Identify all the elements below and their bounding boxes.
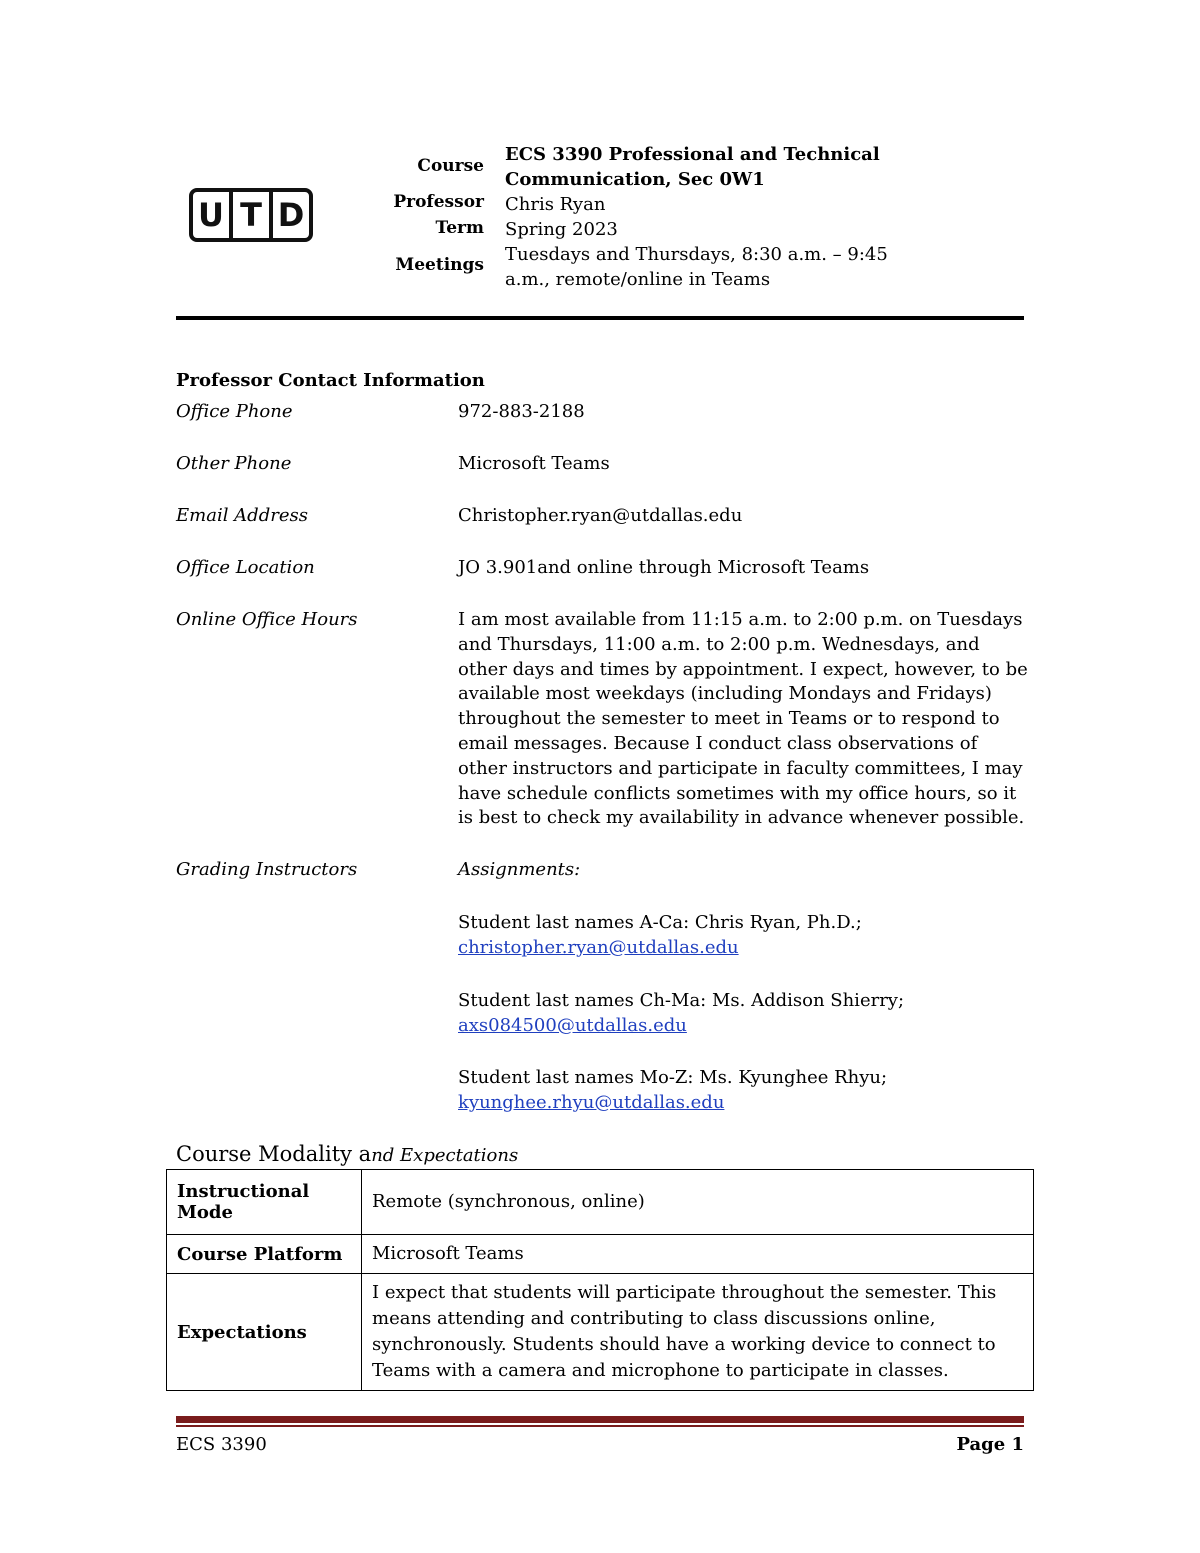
- table-key: Expectations: [167, 1274, 362, 1391]
- professor-value: Chris Ryan: [505, 194, 606, 215]
- other-phone-value: Microsoft Teams: [458, 453, 610, 474]
- professor-label: Professor: [393, 192, 484, 212]
- modality-table: [166, 1169, 1034, 1391]
- office-location-value: JO 3.901and online through Microsoft Teams: [458, 557, 870, 578]
- email-label: Email Address: [176, 505, 308, 526]
- modality-section-title: [176, 1142, 518, 1166]
- course-label: Course: [417, 156, 484, 176]
- modality-title-italic: nd Expectations: [371, 1145, 519, 1166]
- office-location-label: Office Location: [176, 557, 315, 578]
- other-phone-label: Other Phone: [176, 453, 292, 474]
- svg-text:U: U: [198, 196, 224, 234]
- office-phone-value: 972-883-2188: [458, 401, 585, 422]
- table-value: Remote (synchronous, online): [362, 1170, 1034, 1235]
- header-divider: [176, 316, 1024, 320]
- svg-text:T: T: [240, 196, 262, 234]
- meetings-value: Tuesdays and Thursdays, 8:30 a.m. – 9:45 a.m., remote/online in Teams: [505, 244, 888, 290]
- grader-email-link[interactable]: christopher.ryan@utdallas.edu: [458, 936, 739, 958]
- table-row: [167, 1170, 1034, 1235]
- modality-title-main: Course Modality a: [176, 1142, 372, 1166]
- table-value: I expect that students will participate throughout the semester. This means attending and contributing to class discussions online, synchronously. Students should have a working device to connect to Teams with a camera and microphone to participate in classes.: [362, 1274, 1034, 1391]
- term-label: Term: [435, 218, 484, 238]
- grading-instructors-label: Grading Instructors: [176, 859, 358, 880]
- footer-divider-thin: [176, 1425, 1024, 1427]
- grader-email-link[interactable]: axs084500@utdallas.edu: [458, 1014, 687, 1036]
- meetings-label: Meetings: [395, 255, 484, 275]
- grader-email-link[interactable]: kyunghee.rhyu@utdallas.edu: [458, 1091, 725, 1113]
- assignments-heading: Assignments:: [458, 859, 581, 880]
- email-value: Christopher.ryan@utdallas.edu: [458, 505, 743, 526]
- grader-group: [458, 1066, 1028, 1116]
- table-key: Course Platform: [167, 1235, 362, 1274]
- table-value: Microsoft Teams: [362, 1235, 1034, 1274]
- table-key: Instructional Mode: [167, 1170, 362, 1235]
- grader-text: Student last names Ch-Ma: Ms. Addison Shierry;: [458, 990, 905, 1011]
- table-row: [167, 1235, 1034, 1274]
- term-value: Spring 2023: [505, 219, 618, 240]
- utd-logo: [189, 188, 313, 242]
- grader-text: Student last names A-Ca: Chris Ryan, Ph.D.;: [458, 912, 862, 933]
- contact-section-title: Professor Contact Information: [176, 370, 485, 391]
- course-value: ECS 3390 Professional and Technical Communication, Sec 0W1: [505, 144, 880, 190]
- table-row: [167, 1274, 1034, 1391]
- grader-text: Student last names Mo-Z: Ms. Kyunghee Rhyu;: [458, 1067, 888, 1088]
- footer-page-number: Page 1: [956, 1434, 1024, 1455]
- grader-group: [458, 911, 1028, 961]
- office-phone-label: Office Phone: [176, 401, 293, 422]
- office-hours-label: Online Office Hours: [176, 609, 358, 630]
- office-hours-value: I am most available from 11:15 a.m. to 2:00 p.m. on Tuesdays and Thursdays, 11:00 a.m. to 2:00 p.m. Wednesdays, and other days and times by appointment. I expect, however, to be available most weekdays (including Mondays and Fridays) throughout the semester to meet in Teams or to respond to email messages. Because I conduct class observations of other instructors and participate in faculty committees, I may have schedule conflicts sometimes with my office hours, so it is best to check my availability in advance whenever possible.: [458, 609, 1028, 829]
- svg-text:D: D: [277, 196, 305, 234]
- grader-group: [458, 989, 1028, 1039]
- footer-course: ECS 3390: [176, 1434, 267, 1455]
- footer-divider: [176, 1416, 1024, 1423]
